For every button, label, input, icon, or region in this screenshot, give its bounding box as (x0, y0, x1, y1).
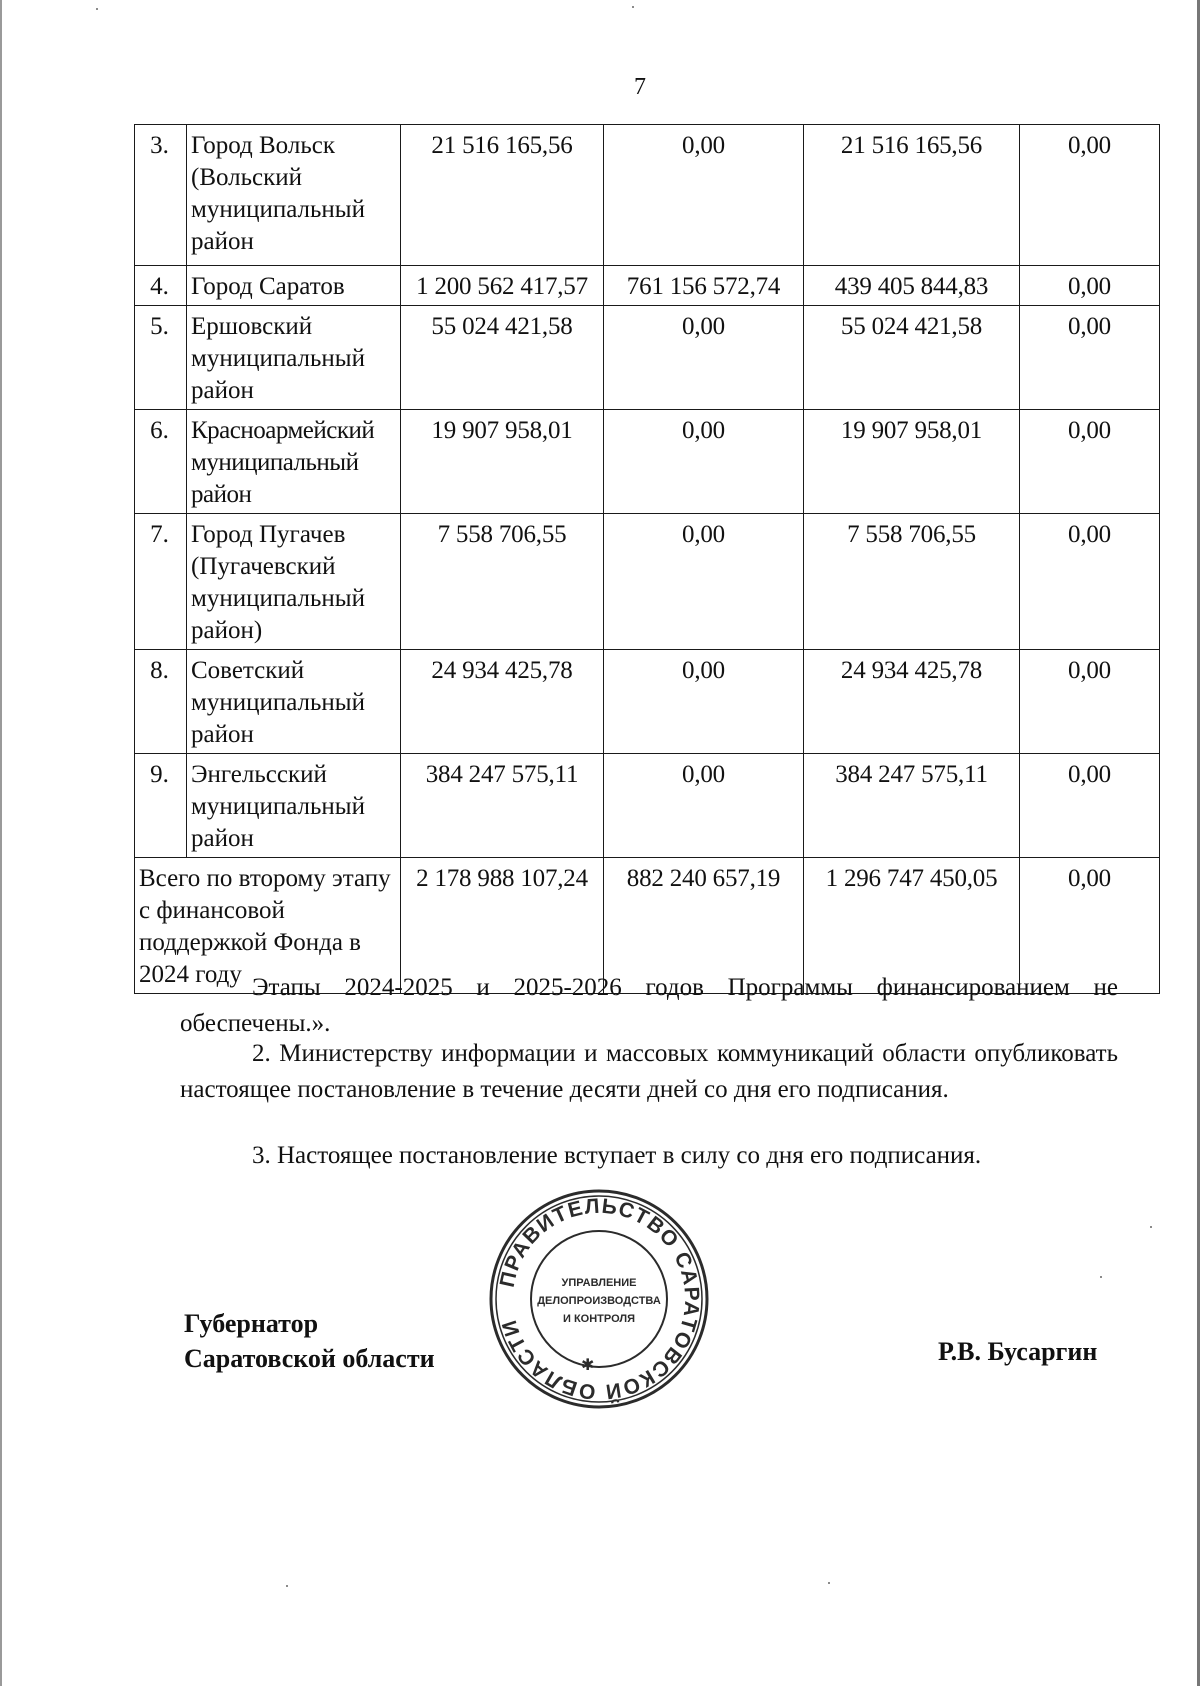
row-number: 9. (135, 754, 187, 858)
regional-amount: 24 934 425,78 (804, 650, 1020, 754)
municipality-name: Город Пугачев (Пугачевский муниципальный район) (187, 514, 401, 650)
funding-table (134, 124, 1160, 994)
row-number: 7. (135, 514, 187, 650)
municipality-name: Ершовский муниципальный район (187, 306, 401, 410)
row-number: 8. (135, 650, 187, 754)
local-amount: 0,00 (1020, 858, 1160, 994)
row-number: 6. (135, 410, 187, 514)
row-number: 4. (135, 266, 187, 306)
scan-speck (632, 6, 634, 8)
signatory-title (184, 1306, 435, 1376)
table-row (135, 514, 1160, 650)
fund-amount: 0,00 (604, 306, 804, 410)
total-amount: 55 024 421,58 (401, 306, 604, 410)
municipality-name: Советский муниципальный район (187, 650, 401, 754)
regional-amount: 439 405 844,83 (804, 266, 1020, 306)
seal-inner-line: ДЕЛОПРОИЗВОДСТВА (537, 1295, 661, 1307)
local-amount: 0,00 (1020, 266, 1160, 306)
scan-speck (1100, 1276, 1102, 1278)
total-amount: 24 934 425,78 (401, 650, 604, 754)
seal-inner-line: И КОНТРОЛЯ (563, 1313, 635, 1325)
local-amount: 0,00 (1020, 125, 1160, 266)
official-seal (488, 1188, 710, 1410)
seal-outer-text: ПРАВИТЕЛЬСТВО САРАТОВСКОЙ ОБЛАСТИ (495, 1194, 704, 1404)
total-amount: 384 247 575,11 (401, 754, 604, 858)
seal-inner-line: УПРАВЛЕНИЕ (561, 1277, 637, 1289)
table-row (135, 650, 1160, 754)
fund-amount: 761 156 572,74 (604, 266, 804, 306)
scan-speck (286, 1585, 288, 1587)
scan-speck (828, 1582, 830, 1584)
paragraph-effective-date: 3. Настоящее постановление вступает в силу со дня его подписания. (252, 1142, 982, 1169)
regional-amount: 55 024 421,58 (804, 306, 1020, 410)
municipality-name: Красноармейский муниципальный район (187, 410, 401, 514)
municipality-name: Город Саратов (187, 266, 401, 306)
total-amount: 2 178 988 107,24 (401, 858, 604, 994)
total-amount: 19 907 958,01 (401, 410, 604, 514)
fund-amount: 0,00 (604, 410, 804, 514)
municipality-name: Энгельсский муниципальный район (187, 754, 401, 858)
local-amount: 0,00 (1020, 410, 1160, 514)
regional-amount: 21 516 165,56 (804, 125, 1020, 266)
scan-page-edge-left (0, 0, 2, 1686)
local-amount: 0,00 (1020, 754, 1160, 858)
total-amount: 1 200 562 417,57 (401, 266, 604, 306)
fund-amount: 0,00 (604, 125, 804, 266)
table-row (135, 754, 1160, 858)
paragraph-publication-order: 2. Министерству информации и массовых коммуникаций области опубликовать настоящее постановление в течение десяти дней со дня его подписания. (180, 1040, 1118, 1103)
fund-amount: 882 240 657,19 (604, 858, 804, 994)
star-icon: ✱ (581, 1355, 595, 1374)
total-amount: 21 516 165,56 (401, 125, 604, 266)
signatory-name: Р.В. Бусаргин (938, 1337, 1098, 1366)
local-amount: 0,00 (1020, 514, 1160, 650)
scan-speck (96, 8, 98, 10)
local-amount: 0,00 (1020, 306, 1160, 410)
regional-amount: 19 907 958,01 (804, 410, 1020, 514)
scan-speck (1150, 1226, 1152, 1228)
signatory-title-line: Губернатор (184, 1309, 319, 1338)
page-number: 7 (634, 74, 646, 100)
signatory-title-line: Саратовской области (184, 1344, 435, 1373)
row-number: 3. (135, 125, 187, 266)
table-row (135, 306, 1160, 410)
regional-amount: 384 247 575,11 (804, 754, 1020, 858)
regional-amount: 7 558 706,55 (804, 514, 1020, 650)
total-label: Всего по второму этапу с финансовой поддержкой Фонда в 2024 году (135, 858, 401, 994)
total-amount: 7 558 706,55 (401, 514, 604, 650)
regional-amount: 1 296 747 450,05 (804, 858, 1020, 994)
table-row (135, 266, 1160, 306)
fund-amount: 0,00 (604, 650, 804, 754)
fund-amount: 0,00 (604, 514, 804, 650)
local-amount: 0,00 (1020, 650, 1160, 754)
fund-amount: 0,00 (604, 754, 804, 858)
table-row (135, 125, 1160, 266)
row-number: 5. (135, 306, 187, 410)
paragraph-financing-note: Этапы 2024-2025 и 2025-2026 годов Программы финансированием не обеспечены.». (180, 974, 1118, 1037)
municipality-name: Город Вольск (Вольский муниципальный район (187, 125, 401, 266)
table-row (135, 410, 1160, 514)
